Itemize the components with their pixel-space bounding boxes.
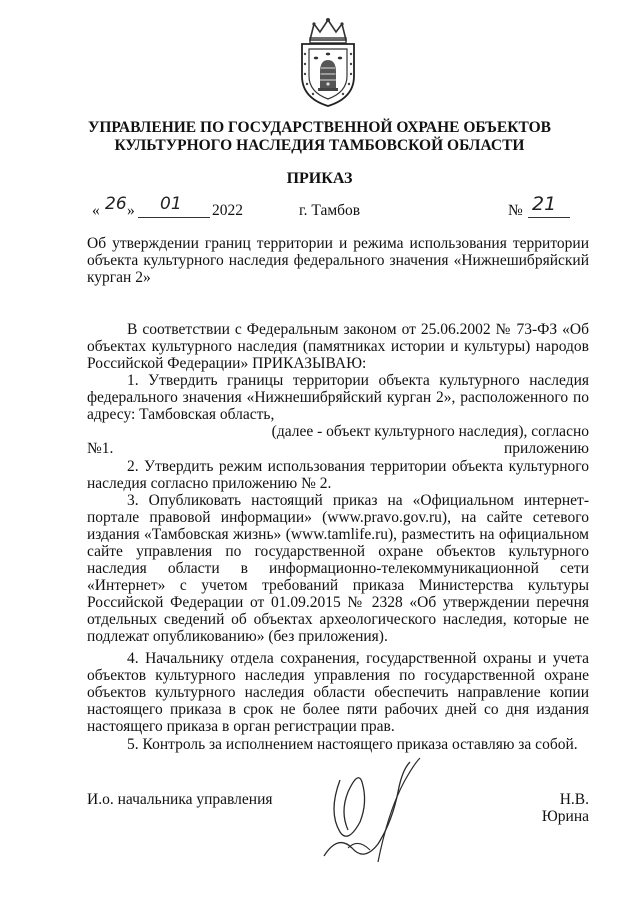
month-underline: [138, 217, 210, 218]
item-2-paragraph: 2. Утвердить режим использования территории объекта культурного наследия согласно приложению № 2.: [87, 458, 589, 492]
organization-name-line-1: УПРАВЛЕНИЕ ПО ГОСУДАРСТВЕННОЙ ОХРАНЕ ОБЪЕКТОВ: [87, 119, 552, 136]
document-type-title: ПРИКАЗ: [286, 170, 353, 187]
city-label: г. Тамбов: [299, 202, 361, 219]
number-underline: [528, 217, 570, 218]
organization-name-line-2: КУЛЬТУРНОГО НАСЛЕДИЯ ТАМБОВСКОЙ ОБЛАСТИ: [114, 137, 525, 154]
date-year: 2022: [212, 202, 243, 219]
number-sign: №: [508, 202, 523, 219]
order-subject: Об утверждении границ территории и режима использования территории объекта культурного наследия федерального значения «Нижнешибряйский курган 2»: [87, 235, 589, 286]
item-4-paragraph: 4. Начальнику отдела сохранения, государственной охраны и учета объектов культурного наследия управления по государственной охране объектов культурного наследия области обеспечить направление копии настоящего приказа в срок не более пяти рабочих дней со дня издания настоящего приказа в орган регистрации прав.: [87, 650, 589, 735]
item-1-appendix-ref: №1.: [87, 440, 114, 457]
date-day-handwritten: 26: [105, 194, 127, 214]
coat-of-arms-emblem: [296, 14, 360, 110]
handwritten-signature: [318, 752, 438, 872]
order-number: [508, 192, 588, 222]
item-1-continuation: (далее - объект культурного наследия), согласно приложению: [271, 423, 589, 457]
signatory-name: Н.В. Юрина: [541, 791, 589, 825]
intro-paragraph: В соответствии с Федеральным законом от 25.06.2002 № 73-ФЗ «Об объектах культурного наследия (памятниках истории и культуры) народов Российской Федерации» ПРИКАЗЫВАЮ:: [87, 321, 589, 372]
signatory-position: И.о. начальника управления: [87, 791, 273, 808]
date-quote-open: «: [92, 202, 100, 219]
date-quote-close: »: [127, 202, 135, 219]
order-number-handwritten: 21: [532, 193, 557, 215]
item-3-paragraph: 3. Опубликовать настоящий приказ на «Официальном интернет-портале правовой информации» (www.pravo.gov.ru), на сайте сетевого издания «Тамбовская жизнь» (www.tamlife.ru), разместить на официальном сайте управления по государственной охране объектов культурного наследия области в информационно-телекоммуникационной сети «Интернет» с учетом требований приказа Министерства культуры Российской Федерации от 01.09.2015 № 2328 «Об утверждении перечня отдельных сведений об объектах археологического наследия, которые не подлежат опубликованию» (без приложения).: [87, 492, 589, 645]
item-1-paragraph: 1. Утвердить границы территории объекта культурного наследия федерального значения «Нижнешибряйский курган 2», расположенного по адресу: Тамбовская область,: [87, 372, 589, 423]
date-month-handwritten: 01: [160, 194, 182, 214]
date-field: [86, 190, 246, 220]
item-5-paragraph: 5. Контроль за исполнением настоящего приказа оставляю за собой.: [127, 736, 578, 753]
